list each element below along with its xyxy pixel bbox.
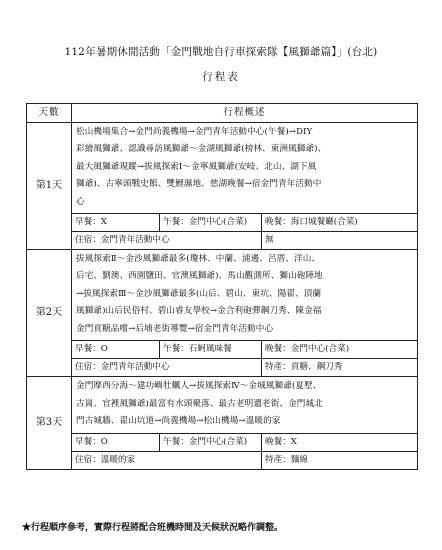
- day-3-dinner: 晚餐：X: [262, 433, 418, 451]
- day-3-lunch: 午餐：金門中心(合菜): [160, 433, 262, 451]
- col-header-day: 天數: [27, 104, 72, 123]
- day-1-lodging: 住宿：金門青年活動中心: [72, 231, 262, 249]
- table-header-row: [27, 104, 418, 123]
- day-2-lunch: 午餐：石蚵風味餐: [160, 340, 262, 358]
- day-3-description: 金門摩西分海～建功嶼牡蠣人→拔風探索Ⅳ～金城風獅爺(夏墅、 古崗、官裡風獅爺)最富有水頭聚落、最古老明遺老街、金門城北 門古城牆、翟山坑道→尚義機場→松山機場→溫暖的家: [72, 376, 418, 433]
- day-1-description: 松山機場集合→金門尚義機場→金門青年活動中心(午餐)→DIY 彩繪風獅爺、認識尋訪風獅爺～金湖風獅爺(榜林、東洲風獅爺)、 最大風獅爺現蹤→拔風探索Ⅰ～金寧風獅爺(安岐、北山、湖下風 獅爺)、古寧頭戰史館、雙鯉濕地、慈湖晚餐→宿金門青年活動中 心: [72, 122, 418, 213]
- day-1-lunch: 午餐：金門中心(合菜): [160, 213, 262, 231]
- day-3-label: 第3天: [27, 376, 72, 469]
- document-subtitle: 行程表: [202, 71, 240, 83]
- day-3-extra: 特產：麵線: [262, 451, 418, 469]
- day-3-description-row: [27, 376, 418, 433]
- day-2-meals-row: [27, 340, 418, 358]
- day-2-label: 第2天: [27, 249, 72, 376]
- day-2-lodging-row: [27, 358, 418, 376]
- day-1-extra: 無: [262, 231, 418, 249]
- day-2-lodging: 住宿：金門青年活動中心: [72, 358, 262, 376]
- day-3-meals-row: [27, 433, 418, 451]
- day-3-lodging: 住宿：溫暖的家: [72, 451, 262, 469]
- day-2-extra: 特產：貢糖、鋼刀秀: [262, 358, 418, 376]
- col-header-overview: 行程概述: [72, 104, 418, 123]
- day-1-label: 第1天: [27, 122, 72, 249]
- day-1-dinner: 晚餐：海口城餐廳(合菜): [262, 213, 418, 231]
- day-1-description-row: [27, 122, 418, 213]
- day-2-description: 拔風探索Ⅱ～金沙風獅爺最多(瓊林、中蘭、浦邊、呂厝、洋山、 后宅、劉澳、西園鹽田、官澳風獅爺)、馬山觀測所、獅山砲陣地 →拔風探索Ⅲ～金沙風獅爺最多(山后、碧山、東坑、陽翟、頂蘭 風獅爺)山后民俗村、碧山睿友學校→金合利砲彈鋼刀秀、陳金福 金門貢糖品嚐→后埔老街導覽→宿金門青年活動中心: [72, 249, 418, 340]
- itinerary-table: [26, 103, 418, 470]
- day-1-breakfast: 早餐：X: [72, 213, 160, 231]
- day-1-lodging-row: [27, 231, 418, 249]
- footnote: ★行程順序參考，實際行程將配合班機時間及天候狀況略作調整。: [22, 523, 284, 533]
- day-3-lodging-row: [27, 451, 418, 469]
- day-2-breakfast: 早餐：O: [72, 340, 160, 358]
- day-3-breakfast: 早餐：O: [72, 433, 160, 451]
- day-1-meals-row: [27, 213, 418, 231]
- day-2-description-row: [27, 249, 418, 340]
- document-title: 112年暑期休閒活動「金門戰地自行車探索隊【風獅爺篇】」(台北): [64, 46, 378, 58]
- day-2-dinner: 晚餐：金門中心(合菜): [262, 340, 418, 358]
